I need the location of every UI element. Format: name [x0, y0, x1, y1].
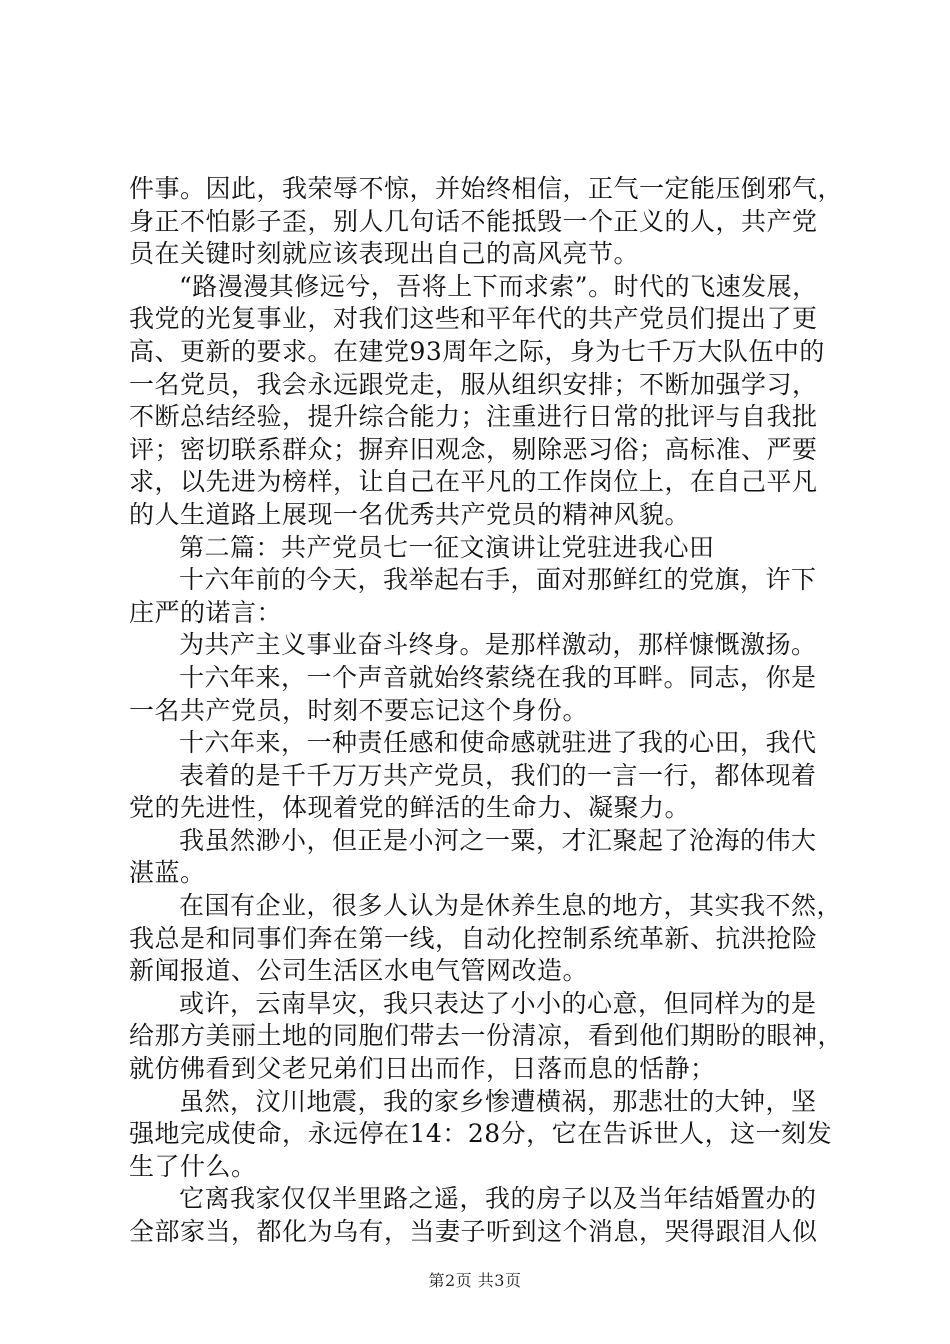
text-line: 十六年来，一种责任感和使命感就驻进了我的心田，我代 — [179, 728, 817, 758]
text-line: 生了什么。 — [129, 1151, 257, 1181]
text-line: 或许，云南旱灾，我只表达了小小的心意，但同样为的是 — [179, 988, 817, 1018]
text-line: 高、更新的要求。在建党93周年之际，身为七千万大队伍中的 — [129, 336, 825, 366]
text-line: 党的先进性，体现着党的鲜活的生命力、凝聚力。 — [129, 793, 691, 823]
text-line: 在国有企业，很多人认为是休养生息的地方，其实我不然， — [179, 891, 843, 921]
text-line: 表着的是千千万万共产党员，我们的一言一行，都体现着 — [179, 760, 817, 790]
text-line: 评；密切联系群众；摒弃旧观念，剔除恶习俗；高标准、严要 — [129, 434, 818, 464]
text-line: 它离我家仅仅半里路之遥，我的房子以及当年结婚置办的 — [179, 1184, 817, 1214]
text-line: 我虽然渺小，但正是小河之一粟，才汇聚起了沧海的伟大 — [179, 825, 817, 855]
text-line: 的人生道路上展现一名优秀共产党员的精神风貌。 — [129, 499, 691, 529]
text-line: 一名共产党员，时刻不要忘记这个身份。 — [129, 695, 589, 725]
text-line: 全部家当，都化为乌有，当妻子听到这个消息，哭得跟泪人似 — [129, 1217, 818, 1246]
text-line: 湛蓝。 — [129, 858, 206, 888]
text-line: 庄严的诺言： — [129, 597, 283, 627]
text-line: 员在关键时刻就应该表现出自己的高风亮节。 — [129, 239, 640, 269]
text-line: 十六年来，一个声音就始终萦绕在我的耳畔。同志，你是 — [179, 662, 817, 692]
text-line: “路漫漫其修远兮，吾将上下而求索”。时代的飞速发展， — [179, 271, 818, 301]
text-line: 一名党员，我会永远跟党走，服从组织安排；不断加强学习， — [129, 369, 818, 399]
text-line: 不断总结经验，提升综合能力；注重进行日常的批评与自我批 — [129, 402, 818, 432]
document-body — [129, 173, 849, 1249]
text-line: 我总是和同事们奔在第一线，自动化控制系统革新、抗洪抢险 — [129, 923, 818, 953]
text-line: 虽然，汶川地震，我的家乡惨遭横祸，那悲壮的大钟，坚 — [179, 1086, 817, 1116]
text-line: 就仿佛看到父老兄弟们日出而作，日落而息的恬静； — [129, 1054, 716, 1084]
text-line: 身正不怕影子歪，别人几句话不能抵毁一个正义的人，共产党 — [129, 206, 818, 236]
text-line: 新闻报道、公司生活区水电气管网改造。 — [129, 956, 589, 986]
text-line: 十六年前的今天，我举起右手，面对那鲜红的党旗，许下 — [179, 565, 817, 595]
text-line: 我党的光复事业，对我们这些和平年代的共产党员们提出了更 — [129, 304, 818, 334]
text-line: 为共产主义事业奋斗终身。是那样激动，那样慷慨激扬。 — [179, 630, 817, 660]
text-line: 求，以先进为榜样，让自己在平凡的工作岗位上，在自己平凡 — [129, 467, 818, 497]
text-line: 强地完成使命，永远停在14：28分，它在告诉世人，这一刻发 — [129, 1119, 833, 1149]
section-heading: 第二篇：共产党员七一征文演讲让党驻进我心田 — [179, 532, 715, 562]
text-line: 给那方美丽土地的同胞们带去一份清凉，看到他们期盼的眼神， — [129, 1021, 844, 1051]
text-line: 件事。因此，我荣辱不惊，并始终相信，正气一定能压倒邪气， — [129, 174, 844, 203]
page-number-footer: 第2页 共3页 — [428, 1271, 522, 1290]
